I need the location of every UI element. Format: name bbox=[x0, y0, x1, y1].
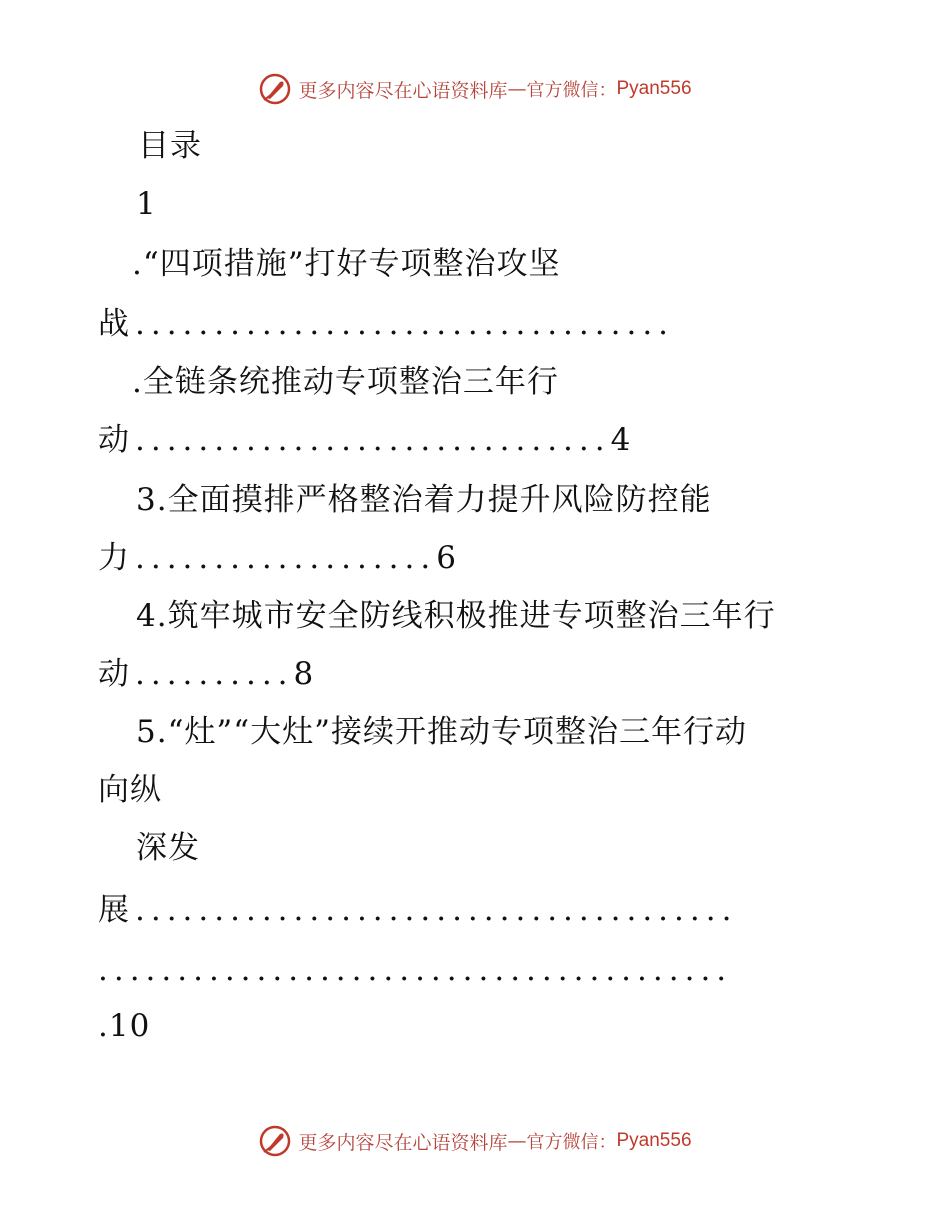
header-watermark bbox=[0, 72, 950, 106]
toc-line: 向纵 bbox=[98, 772, 162, 808]
toc-line: 5.“灶”“大灶”接续开推动专项整治三年行动 bbox=[136, 714, 747, 750]
watermark-official-label: 官方微信： bbox=[526, 80, 617, 101]
toc-line: 动..............................4 bbox=[98, 422, 637, 458]
toc-line: 战.................................. bbox=[98, 306, 675, 342]
watermark-site-text: 更多内容尽在心语资料库 bbox=[298, 79, 508, 102]
toc-heading: 目录 bbox=[138, 128, 202, 164]
toc-line: .全链条统推动专项整治三年行 bbox=[132, 364, 559, 400]
toc-line: 1 bbox=[136, 186, 157, 222]
watermark-site-text: 更多内容尽在心语资料库 bbox=[298, 1131, 508, 1154]
watermark-wechat-id: Pyan556 bbox=[616, 1130, 692, 1151]
watermark-official-label: 官方微信： bbox=[526, 1132, 617, 1153]
feather-pen-logo-icon bbox=[258, 72, 292, 106]
toc-line: 展...................................... bbox=[98, 892, 738, 928]
toc-line: 动..........8 bbox=[98, 656, 320, 692]
toc-line: 深发 bbox=[136, 830, 200, 866]
toc-line: 力...................6 bbox=[98, 540, 462, 576]
toc-line: 3.全面摸排严格整治着力提升风险防控能 bbox=[136, 482, 712, 518]
toc-line: 4.筑牢城市安全防线积极推进专项整治三年行 bbox=[136, 598, 776, 634]
footer-watermark bbox=[0, 1124, 950, 1158]
watermark-wechat-id: Pyan556 bbox=[616, 78, 692, 99]
toc-line: .10 bbox=[98, 1008, 151, 1044]
watermark-dash: — bbox=[507, 78, 527, 100]
toc-line: ........................................ bbox=[98, 952, 733, 988]
toc-line: .“四项措施”打好专项整治攻坚 bbox=[132, 246, 561, 282]
feather-pen-logo-icon bbox=[258, 1124, 292, 1158]
watermark-dash: — bbox=[507, 1130, 527, 1152]
